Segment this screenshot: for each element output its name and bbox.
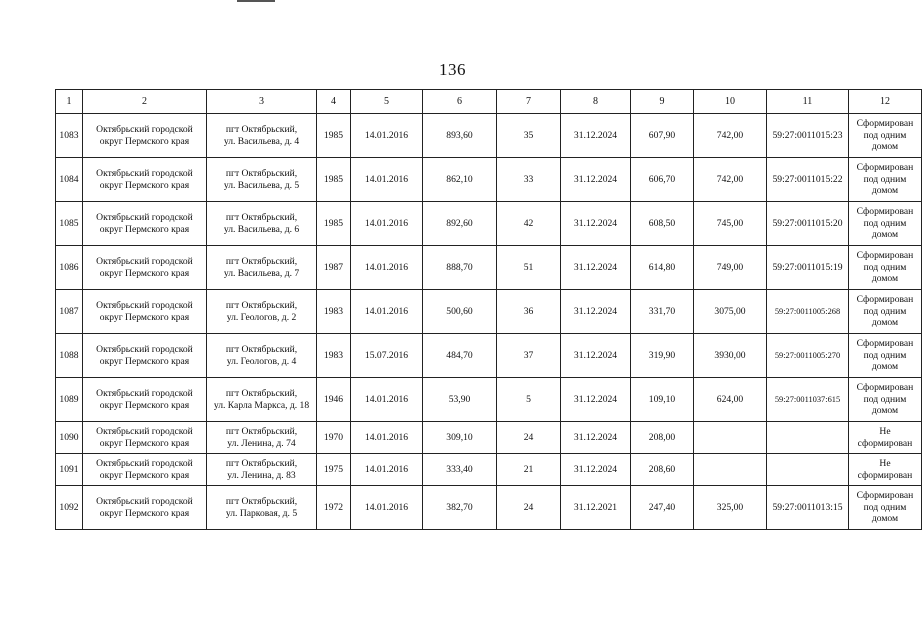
planned-date-cell: 31.12.2024 bbox=[561, 114, 631, 158]
district-cell bbox=[83, 422, 207, 454]
address-cell-line: пгт Октябрьский, bbox=[225, 212, 298, 223]
address-cell bbox=[207, 158, 317, 202]
area2-cell: 606,70 bbox=[631, 158, 694, 202]
column-number-row bbox=[56, 90, 922, 114]
address-cell-line: пгт Октябрьский, bbox=[225, 344, 298, 355]
address-cell-line: ул. Ленина, д. 83 bbox=[227, 469, 296, 481]
status-cell bbox=[849, 202, 922, 246]
address-cell-line: пгт Октябрьский, bbox=[225, 388, 298, 399]
area-cell: 309,10 bbox=[423, 422, 497, 454]
planned-date-cell: 31.12.2024 bbox=[561, 334, 631, 378]
area2-cell: 247,40 bbox=[631, 486, 694, 530]
area2-cell: 608,50 bbox=[631, 202, 694, 246]
top-edge-line bbox=[237, 0, 275, 2]
district-cell-line: Октябрьский городской bbox=[96, 124, 193, 135]
table-row bbox=[56, 486, 922, 530]
column-header: 6 bbox=[423, 90, 497, 114]
address-cell-line: ул. Васильева, д. 6 bbox=[223, 223, 300, 235]
year-cell: 1975 bbox=[317, 454, 351, 486]
status-cell-line: домом bbox=[871, 141, 899, 153]
planned-date-cell: 31.12.2024 bbox=[561, 246, 631, 290]
status-cell-line: под одним bbox=[863, 393, 907, 405]
table-row bbox=[56, 114, 922, 158]
address-cell-line: ул. Васильева, д. 7 bbox=[223, 267, 300, 279]
status-cell-line: домом bbox=[871, 513, 899, 525]
address-cell bbox=[207, 202, 317, 246]
row-number-cell: 1089 bbox=[56, 378, 83, 422]
count-cell: 35 bbox=[497, 114, 561, 158]
column-header: 7 bbox=[497, 90, 561, 114]
planned-date-cell: 31.12.2021 bbox=[561, 486, 631, 530]
area2-cell: 331,70 bbox=[631, 290, 694, 334]
district-cell-line: округ Пермского края bbox=[99, 223, 190, 235]
area-cell: 333,40 bbox=[423, 454, 497, 486]
area2-cell: 614,80 bbox=[631, 246, 694, 290]
column-header: 2 bbox=[83, 90, 207, 114]
count-cell: 37 bbox=[497, 334, 561, 378]
cadastre-number-cell: 59:27:0011005:268 bbox=[767, 290, 849, 334]
address-cell-line: ул. Карла Маркса, д. 18 bbox=[213, 399, 310, 411]
district-cell bbox=[83, 158, 207, 202]
status-cell-line: домом bbox=[871, 229, 899, 241]
count-cell: 21 bbox=[497, 454, 561, 486]
area-cell: 893,60 bbox=[423, 114, 497, 158]
status-cell-line: под одним bbox=[863, 305, 907, 317]
district-cell-line: Октябрьский городской bbox=[96, 496, 193, 507]
area-cell: 484,70 bbox=[423, 334, 497, 378]
district-cell-line: округ Пермского края bbox=[99, 267, 190, 279]
status-cell bbox=[849, 114, 922, 158]
count-cell: 24 bbox=[497, 486, 561, 530]
planned-date-cell: 31.12.2024 bbox=[561, 454, 631, 486]
year-cell: 1972 bbox=[317, 486, 351, 530]
cadastre-number-cell: 59:27:0011015:19 bbox=[767, 246, 849, 290]
table-row bbox=[56, 378, 922, 422]
cadastre-number-cell: 59:27:0011015:20 bbox=[767, 202, 849, 246]
district-cell bbox=[83, 246, 207, 290]
district-cell-line: Октябрьский городской bbox=[96, 344, 193, 355]
column-header: 9 bbox=[631, 90, 694, 114]
date-cell: 14.01.2016 bbox=[351, 486, 423, 530]
status-cell-line: под одним bbox=[863, 217, 907, 229]
cadastre-number-cell: 59:27:0011013:15 bbox=[767, 486, 849, 530]
district-cell bbox=[83, 454, 207, 486]
district-cell-line: Октябрьский городской bbox=[96, 426, 193, 437]
status-cell bbox=[849, 334, 922, 378]
planned-date-cell: 31.12.2024 bbox=[561, 422, 631, 454]
status-cell bbox=[849, 290, 922, 334]
year-cell: 1983 bbox=[317, 290, 351, 334]
cadastre-number-cell: 59:27:0011015:23 bbox=[767, 114, 849, 158]
status-cell-line: Сформирован bbox=[856, 490, 914, 502]
land-area-cell: 745,00 bbox=[694, 202, 767, 246]
date-cell: 14.01.2016 bbox=[351, 158, 423, 202]
address-cell-line: пгт Октябрьский, bbox=[225, 256, 298, 267]
column-header: 3 bbox=[207, 90, 317, 114]
status-cell bbox=[849, 158, 922, 202]
housing-registry-table bbox=[55, 89, 922, 530]
status-cell bbox=[849, 486, 922, 530]
status-cell bbox=[849, 422, 922, 454]
district-cell-line: Октябрьский городской bbox=[96, 212, 193, 223]
column-header: 11 bbox=[767, 90, 849, 114]
table-row bbox=[56, 422, 922, 454]
status-cell-line: под одним bbox=[863, 501, 907, 513]
status-cell-line: Не сформирован bbox=[857, 458, 913, 481]
table-row bbox=[56, 290, 922, 334]
date-cell: 14.01.2016 bbox=[351, 114, 423, 158]
table-row bbox=[56, 246, 922, 290]
planned-date-cell: 31.12.2024 bbox=[561, 202, 631, 246]
row-number-cell: 1087 bbox=[56, 290, 83, 334]
year-cell: 1985 bbox=[317, 158, 351, 202]
count-cell: 24 bbox=[497, 422, 561, 454]
district-cell-line: округ Пермского края bbox=[99, 399, 190, 411]
count-cell: 33 bbox=[497, 158, 561, 202]
column-header: 12 bbox=[849, 90, 922, 114]
date-cell: 14.01.2016 bbox=[351, 454, 423, 486]
column-header: 10 bbox=[694, 90, 767, 114]
column-header: 1 bbox=[56, 90, 83, 114]
row-number-cell: 1083 bbox=[56, 114, 83, 158]
area-cell: 862,10 bbox=[423, 158, 497, 202]
status-cell-line: под одним bbox=[863, 173, 907, 185]
count-cell: 5 bbox=[497, 378, 561, 422]
address-cell bbox=[207, 114, 317, 158]
status-cell-line: Не сформирован bbox=[857, 426, 913, 449]
status-cell-line: домом bbox=[871, 273, 899, 285]
year-cell: 1985 bbox=[317, 114, 351, 158]
area2-cell: 607,90 bbox=[631, 114, 694, 158]
year-cell: 1985 bbox=[317, 202, 351, 246]
district-cell bbox=[83, 334, 207, 378]
district-cell-line: округ Пермского края bbox=[99, 507, 190, 519]
district-cell-line: округ Пермского края bbox=[99, 311, 190, 323]
column-header: 4 bbox=[317, 90, 351, 114]
status-cell-line: Сформирован bbox=[856, 250, 914, 262]
date-cell: 15.07.2016 bbox=[351, 334, 423, 378]
row-number-cell: 1086 bbox=[56, 246, 83, 290]
date-cell: 14.01.2016 bbox=[351, 378, 423, 422]
area-cell: 892,60 bbox=[423, 202, 497, 246]
date-cell: 14.01.2016 bbox=[351, 290, 423, 334]
status-cell-line: домом bbox=[871, 405, 899, 417]
district-cell-line: округ Пермского края bbox=[99, 437, 190, 449]
area2-cell: 109,10 bbox=[631, 378, 694, 422]
count-cell: 51 bbox=[497, 246, 561, 290]
district-cell bbox=[83, 114, 207, 158]
status-cell bbox=[849, 246, 922, 290]
date-cell: 14.01.2016 bbox=[351, 246, 423, 290]
planned-date-cell: 31.12.2024 bbox=[561, 158, 631, 202]
cadastre-number-cell: 59:27:0011015:22 bbox=[767, 158, 849, 202]
count-cell: 42 bbox=[497, 202, 561, 246]
district-cell bbox=[83, 202, 207, 246]
column-header: 5 bbox=[351, 90, 423, 114]
area-cell: 53,90 bbox=[423, 378, 497, 422]
table-row bbox=[56, 334, 922, 378]
status-cell-line: домом bbox=[871, 361, 899, 373]
address-cell-line: ул. Геологов, д. 2 bbox=[226, 311, 297, 323]
area-cell: 888,70 bbox=[423, 246, 497, 290]
address-cell bbox=[207, 334, 317, 378]
row-number-cell: 1092 bbox=[56, 486, 83, 530]
row-number-cell: 1091 bbox=[56, 454, 83, 486]
address-cell-line: ул. Васильева, д. 5 bbox=[223, 179, 300, 191]
status-cell-line: домом bbox=[871, 185, 899, 197]
district-cell-line: округ Пермского края bbox=[99, 355, 190, 367]
status-cell-line: под одним bbox=[863, 261, 907, 273]
cadastre-number-cell bbox=[767, 422, 849, 454]
area2-cell: 208,00 bbox=[631, 422, 694, 454]
area2-cell: 208,60 bbox=[631, 454, 694, 486]
status-cell-line: Сформирован bbox=[856, 118, 914, 130]
address-cell-line: пгт Октябрьский, bbox=[225, 300, 298, 311]
address-cell-line: ул. Парковая, д. 5 bbox=[225, 507, 298, 519]
district-cell-line: Октябрьский городской bbox=[96, 300, 193, 311]
district-cell-line: округ Пермского края bbox=[99, 135, 190, 147]
district-cell-line: Октябрьский городской bbox=[96, 168, 193, 179]
land-area-cell: 3075,00 bbox=[694, 290, 767, 334]
address-cell-line: пгт Октябрьский, bbox=[225, 124, 298, 135]
address-cell-line: ул. Васильева, д. 4 bbox=[223, 135, 300, 147]
area-cell: 382,70 bbox=[423, 486, 497, 530]
row-number-cell: 1084 bbox=[56, 158, 83, 202]
status-cell bbox=[849, 454, 922, 486]
table-row bbox=[56, 158, 922, 202]
land-area-cell: 624,00 bbox=[694, 378, 767, 422]
district-cell bbox=[83, 486, 207, 530]
status-cell-line: Сформирован bbox=[856, 382, 914, 394]
column-header: 8 bbox=[561, 90, 631, 114]
address-cell-line: пгт Октябрьский, bbox=[225, 496, 298, 507]
address-cell bbox=[207, 378, 317, 422]
status-cell-line: домом bbox=[871, 317, 899, 329]
cadastre-number-cell: 59:27:0011037:615 bbox=[767, 378, 849, 422]
land-area-cell: 742,00 bbox=[694, 158, 767, 202]
cadastre-number-cell: 59:27:0011005:270 bbox=[767, 334, 849, 378]
district-cell-line: Октябрьский городской bbox=[96, 458, 193, 469]
status-cell bbox=[849, 378, 922, 422]
date-cell: 14.01.2016 bbox=[351, 202, 423, 246]
status-cell-line: под одним bbox=[863, 349, 907, 361]
land-area-cell: 742,00 bbox=[694, 114, 767, 158]
address-cell bbox=[207, 246, 317, 290]
row-number-cell: 1088 bbox=[56, 334, 83, 378]
address-cell-line: пгт Октябрьский, bbox=[225, 168, 298, 179]
year-cell: 1970 bbox=[317, 422, 351, 454]
row-number-cell: 1085 bbox=[56, 202, 83, 246]
area2-cell: 319,90 bbox=[631, 334, 694, 378]
year-cell: 1946 bbox=[317, 378, 351, 422]
land-area-cell bbox=[694, 454, 767, 486]
address-cell-line: пгт Октябрьский, bbox=[225, 458, 298, 469]
district-cell bbox=[83, 378, 207, 422]
land-area-cell bbox=[694, 422, 767, 454]
status-cell-line: Сформирован bbox=[856, 338, 914, 350]
status-cell-line: Сформирован bbox=[856, 294, 914, 306]
address-cell bbox=[207, 422, 317, 454]
table-row bbox=[56, 454, 922, 486]
district-cell bbox=[83, 290, 207, 334]
date-cell: 14.01.2016 bbox=[351, 422, 423, 454]
area-cell: 500,60 bbox=[423, 290, 497, 334]
planned-date-cell: 31.12.2024 bbox=[561, 378, 631, 422]
table-row bbox=[56, 202, 922, 246]
address-cell-line: ул. Геологов, д. 4 bbox=[226, 355, 297, 367]
district-cell-line: округ Пермского края bbox=[99, 469, 190, 481]
row-number-cell: 1090 bbox=[56, 422, 83, 454]
status-cell-line: Сформирован bbox=[856, 162, 914, 174]
year-cell: 1983 bbox=[317, 334, 351, 378]
cadastre-number-cell bbox=[767, 454, 849, 486]
status-cell-line: под одним bbox=[863, 129, 907, 141]
planned-date-cell: 31.12.2024 bbox=[561, 290, 631, 334]
year-cell: 1987 bbox=[317, 246, 351, 290]
address-cell-line: ул. Ленина, д. 74 bbox=[227, 437, 296, 449]
address-cell-line: пгт Октябрьский, bbox=[225, 426, 298, 437]
address-cell bbox=[207, 290, 317, 334]
address-cell bbox=[207, 486, 317, 530]
district-cell-line: Октябрьский городской bbox=[96, 256, 193, 267]
land-area-cell: 749,00 bbox=[694, 246, 767, 290]
land-area-cell: 325,00 bbox=[694, 486, 767, 530]
address-cell bbox=[207, 454, 317, 486]
district-cell-line: округ Пермского края bbox=[99, 179, 190, 191]
count-cell: 36 bbox=[497, 290, 561, 334]
status-cell-line: Сформирован bbox=[856, 206, 914, 218]
page-number: 136 bbox=[439, 60, 466, 79]
district-cell-line: Октябрьский городской bbox=[96, 388, 193, 399]
land-area-cell: 3930,00 bbox=[694, 334, 767, 378]
